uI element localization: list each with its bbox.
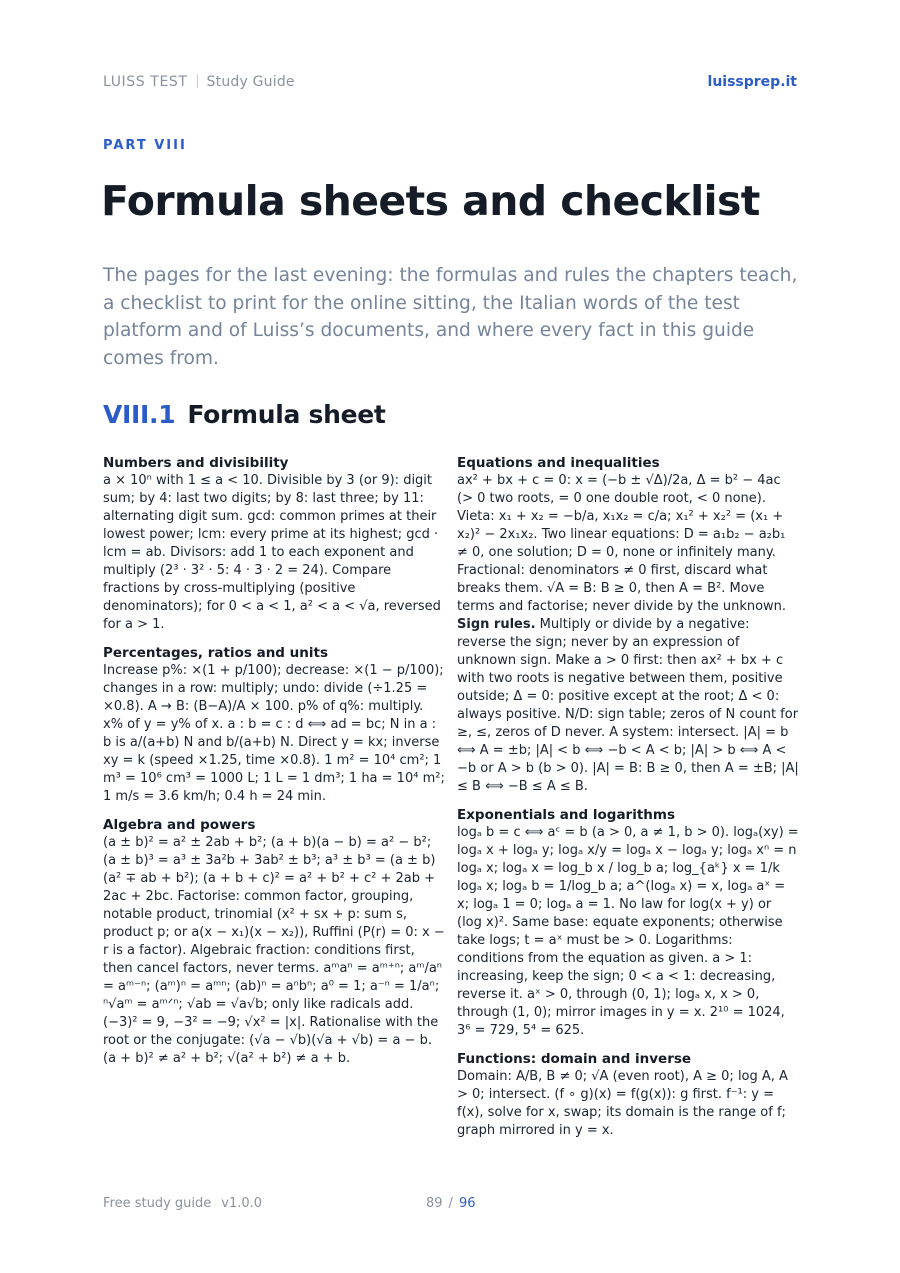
- running-header: [103, 74, 797, 94]
- section-number: VIII.1: [103, 400, 176, 429]
- formula-block: [103, 644, 445, 806]
- block-text: Domain: A/B, B ≠ 0; √A (even root), A ≥ 0; log A, A > 0; intersect. (f ∘ g)(x) = f(g(x)): g first. f⁻¹: y = f(x), solve for x, swap; its domain is the range of f; graph mirrored in y = x.: [457, 1069, 788, 1138]
- formula-block: [457, 1050, 799, 1140]
- block-heading: Equations and inequalities: [457, 455, 660, 471]
- rule-text: Multiply or divide by a negative: reverse the sign; never by an expression of unknown sign. Make a > 0 first: then ax² + bx + c with two roots is negative between them, positive outside; Δ = 0: positive except at the root; Δ < 0: always positive. N/D: sign table; zeros of N count for ≥, ≤, zeros of D never. A system: intersect. |A| = b ⟺ A = ±b; |A| < b ⟺ −b < A < b; |A| > b ⟺ A < −b or A > b (b > 0). |A| = B: B ≥ 0, then A = ±B; |A| ≤ B ⟺ −B ≤ A ≤ B.: [457, 617, 799, 794]
- block-text: (a ± b)² = a² ± 2ab + b²; (a + b)(a − b) = a² − b²; (a ± b)³ = a³ ± 3a²b + 3ab² ± b³; a³ ± b³ = (a ± b)(a² ∓ ab + b²); (a + b + c)² = a² + b² + c² + 2ab + 2ac + 2bc. Factorise: common factor, grouping, notable product, trinomial (x² + sx + p: sum s, product p; or a(x − x₁)(x − x₂)), Ruffini (P(r) = 0: x − r is a factor). Algebraic fraction: conditions first, then cancel factors, never terms. aᵐaⁿ = aᵐ⁺ⁿ; aᵐ/aⁿ = aᵐ⁻ⁿ; (aᵐ)ⁿ = aᵐⁿ; (ab)ⁿ = aⁿbⁿ; a⁰ = 1; a⁻ⁿ = 1/aⁿ; ⁿ√aᵐ = aᵐᐟⁿ; √ab = √a√b; only like radicals add. (−3)² = 9, −3² = −9; √x² = |x|. Rationalise with the root or the conjugate: (√a − √b)(√a + √b) = a − b. (a + b)² ≠ a² + b²; √(a² + b²) ≠ a + b.: [103, 835, 445, 1066]
- block-text: [457, 616, 799, 796]
- left-column: [103, 454, 445, 1078]
- formula-block: [103, 816, 445, 1068]
- page-footer: [103, 1196, 797, 1214]
- block-heading: Percentages, ratios and units: [103, 645, 329, 661]
- block-heading: Numbers and divisibility: [103, 455, 289, 471]
- page-title: Formula sheets and checklist: [101, 177, 760, 225]
- section-heading: [103, 400, 386, 429]
- part-label: PART VIII: [103, 138, 187, 153]
- header-divider: [197, 74, 198, 88]
- rule-label: Sign rules.: [457, 617, 536, 632]
- formula-block: [457, 806, 799, 1040]
- footer-version: v1.0.0: [221, 1196, 263, 1211]
- formula-block: [457, 454, 799, 796]
- current-page: 89: [426, 1196, 443, 1211]
- block-text: a × 10ⁿ with 1 ≤ a < 10. Divisible by 3 (or 9): digit sum; by 4: last two digits; by 8: last three; by 11: alternating digit sum. gcd: common primes at their lowest power; lcm: every prime at its highest; gcd · lcm = ab. Divisors: add 1 to each exponent and multiply (2³ · 3² · 5: 4 · 3 · 2 = 24). Compare fractions by cross-multiplying (positive denominators); for 0 < a < 1, a² < a < √a, reversed for a > 1.: [103, 473, 441, 632]
- page-number: [426, 1196, 475, 1211]
- total-pages: 96: [458, 1196, 476, 1211]
- footer-label: Free study guide: [103, 1196, 212, 1211]
- block-heading: Functions: domain and inverse: [457, 1051, 692, 1067]
- right-column: [457, 454, 799, 1150]
- header-site-link[interactable]: luissprep.it: [707, 74, 797, 90]
- block-text: ax² + bx + c = 0: x = (−b ± √Δ)/2a, Δ = b² − 4ac (> 0 two roots, = 0 one double root, < 0 none). Vieta: x₁ + x₂ = −b/a, x₁x₂ = c/a; x₁² + x₂² = (x₁ + x₂)² − 2x₁x₂. Two linear equations: D = a₁b₂ − a₂b₁ ≠ 0, one solution; D = 0, none or infinitely many. Fractional: denominators ≠ 0 first, discard what breaks them. √A = B: B ≥ 0, then A = B². Move terms and factorise; never divide by the unknown.: [457, 473, 787, 614]
- block-heading: Algebra and powers: [103, 817, 256, 833]
- section-title: Formula sheet: [187, 400, 386, 429]
- header-guide-label: Study Guide: [206, 74, 295, 90]
- block-text: Increase p%: ×(1 + p/100); decrease: ×(1 − p/100); changes in a row: multiply; undo: divide (÷1.25 = ×0.8). A → B: (B−A)/A × 100. p% of q%: multiply. x% of y = y% of x. a : b = c : d ⟺ ad = bc; N in a : b is a/(a+b) N and b/(a+b) N. Direct y = kx; inverse xy = k (speed ×1.25, time ×0.8). 1 m² = 10⁴ cm²; 1 m³ = 10⁶ cm³ = 1000 L; 1 L = 1 dm³; 1 ha = 10⁴ m²; 1 m/s = 3.6 km/h; 0.4 h = 24 min.: [103, 663, 445, 804]
- page-separator: /: [448, 1196, 453, 1211]
- header-brand: LUISS TEST: [103, 74, 188, 90]
- block-text: logₐ b = c ⟺ aᶜ = b (a > 0, a ≠ 1, b > 0). logₐ(xy) = logₐ x + logₐ y; logₐ x/y = logₐ x − logₐ y; logₐ xⁿ = n logₐ x; logₐ x = log_b x / log_b a; log_{aᵏ} x = 1/k logₐ x; logₐ b = 1/log_b a; a^(logₐ x) = x, logₐ aˣ = x; logₐ 1 = 0; logₐ a = 1. No law for log(x + y) or (log x)². Same base: equate exponents; otherwise take logs; t = aˣ must be > 0. Logarithms: conditions from the equation as given. a > 1: increasing, keep the sign; 0 < a < 1: decreasing, reverse it. aˣ > 0, through (0, 1); logₐ x, x > 0, through (1, 0); mirror images in y = x. 2¹⁰ = 1024, 3⁶ = 729, 5⁴ = 625.: [457, 825, 799, 1038]
- block-heading: Exponentials and logarithms: [457, 807, 676, 823]
- intro-paragraph: The pages for the last evening: the formulas and rules the chapters teach, a checklist to print for the online sitting, the Italian words of the test platform and of Luiss’s documents, and where every fact in this guide comes from.: [103, 265, 798, 369]
- formula-block: [103, 454, 445, 634]
